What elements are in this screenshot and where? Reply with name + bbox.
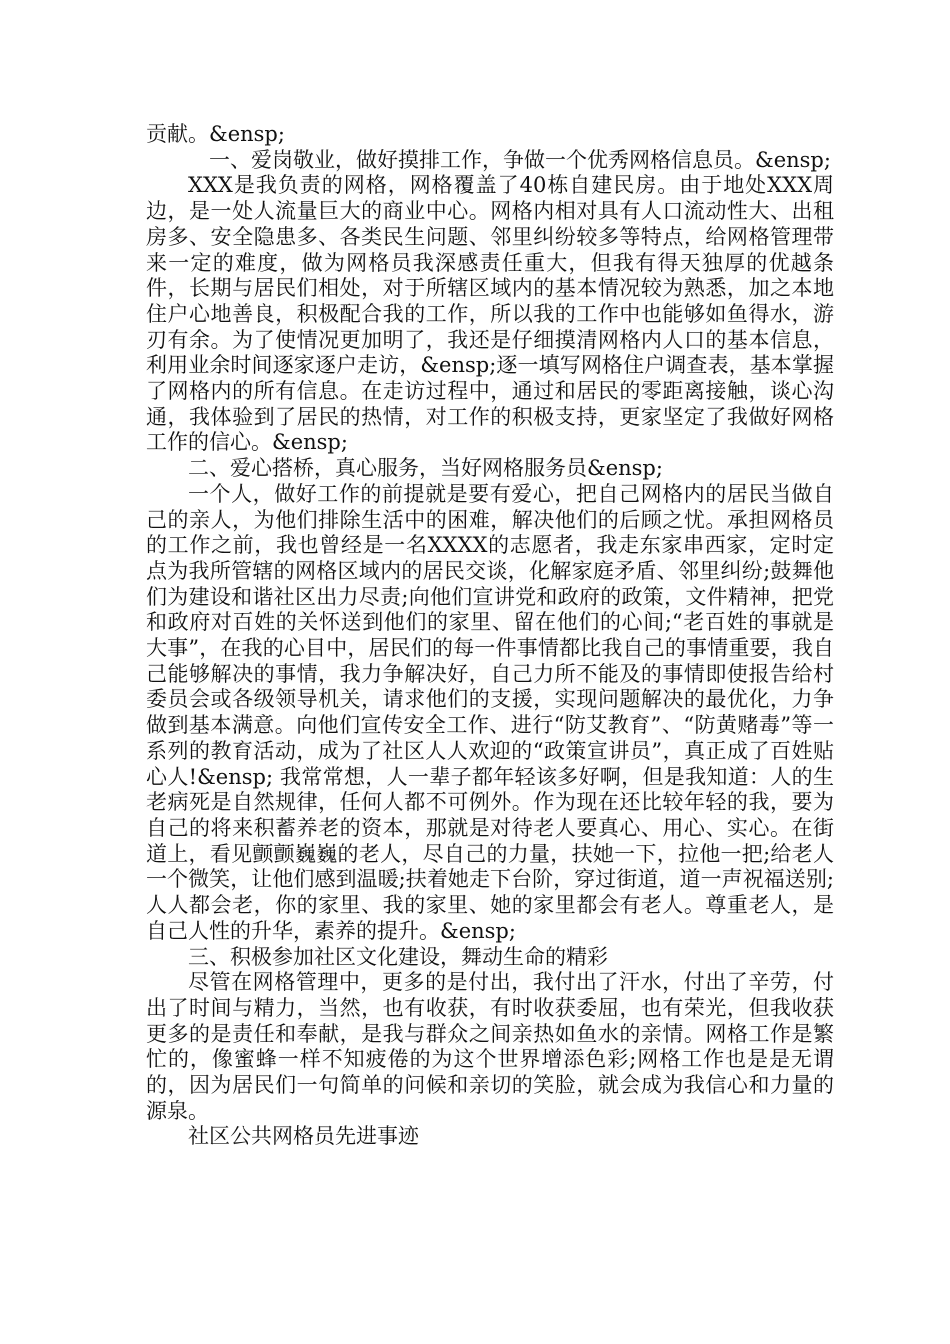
heading-section-three: 三、积极参加社区文化建设，舞动生命的精彩 xyxy=(188,944,608,969)
paragraph-continuation: 贡献。&ensp; xyxy=(146,122,285,146)
paragraph-culture: 尽管在网格管理中，更多的是付出，我付出了汗水，付出了辛劳，付出了时间与精力，当然，也有收获，有时收获委屈，也有荣光，但我收获更多的是责任和奉献，是我与群众之间亲热如鱼水的亲情。网格工作是繁忙的，像蜜蜂一样不知疲倦的为这个世界增添色彩;网格工作也是是无谓的，因为居民们一句简单的问候和亲切的笑脸，就会成为我信心和力量的源泉。 xyxy=(146,970,834,1123)
paragraph-grid-overview: XXX是我负责的网格，网格覆盖了40栋自建民房。由于地处XXX周边，是一处人流量巨大的商业中心。网格内相对具有人口流动性大、出租房多、安全隐患多、各类民生问题、邻里纠纷较多等特点，给网格管理带来一定的难度，做为网格员我深感责任重大，但我有得天独厚的优越条件，长期与居民们相处，对于所辖区域内的基本情况较为熟悉，加之本地住户心地善良，积极配合我的工作，所以我的工作中也能够如鱼得水，游刃有余。为了使情况更加明了，我还是仔细摸清网格内人口的基本信息，利用业余时间逐家逐户走访，&ensp;逐一填写网格住户调查表，基本掌握了网格内的所有信息。在走访过程中，通过和居民的零距离接触，谈心沟通，我体验到了居民的热情，对工作的积极支持，更家坚定了我做好网格工作的信心。&ensp; xyxy=(146,173,834,455)
heading-section-two: 二、爱心搭桥，真心服务，当好网格服务员&ensp; xyxy=(188,456,663,481)
heading-section-one: 一、爱岗敬业，做好摸排工作，争做一个优秀网格信息员。&ensp; xyxy=(209,147,831,172)
paragraph-service: 一个人，做好工作的前提就是要有爱心，把自己网格内的居民当做自己的亲人，为他们排除生活中的困难，解决他们的后顾之忧。承担网格员的工作之前，我也曾经是一名XXXX的志愿者，我走东家串西家，定时定点为我所管辖的网格区域内的居民交谈，化解家庭矛盾、邻里纠纷;鼓舞他们为建设和谐社区出力尽责;向他们宣讲党和政府的政策，文件精神，把党和政府对百姓的关怀送到他们的家里、留在他们的心间;“老百姓的事就是大事”，在我的心目中，居民们的每一件事情都比我自己的事情重要，我自己能够解决的事情，我力争解决好，自己力所不能及的事情即使报告给村委员会或各级领导机关，请求他们的支援，实现问题解决的最优化，力争做到基本满意。向他们宣传安全工作、进行“防艾教育”、“防黄赌毒”等一系列的教育活动，成为了社区人人欢迎的“政策宣讲员”，真正成了百姓贴心人!&ensp; 我常常想，人一辈子都年轻该多好啊，但是我知道：人的生老病死是自然规律，任何人都不可例外。作为现在还比较年轻的我，要为自己的将来积蓄养老的资本，那就是对待老人要真心、用心、实心。在街道上，看见颤颤巍巍的老人，尽自己的力量，扶她一下，拉他一把;给老人一个微笑，让他们感到温暖;扶着她走下台阶，穿过街道，道一声祝福送别;人人都会老，你的家里、我的家里、她的家里都会有老人。尊重老人，是自己人性的升华，素养的提升。&ensp; xyxy=(146,481,834,943)
document-page xyxy=(146,122,834,1150)
document-footer-title: 社区公共网格员先进事迹 xyxy=(188,1124,419,1149)
